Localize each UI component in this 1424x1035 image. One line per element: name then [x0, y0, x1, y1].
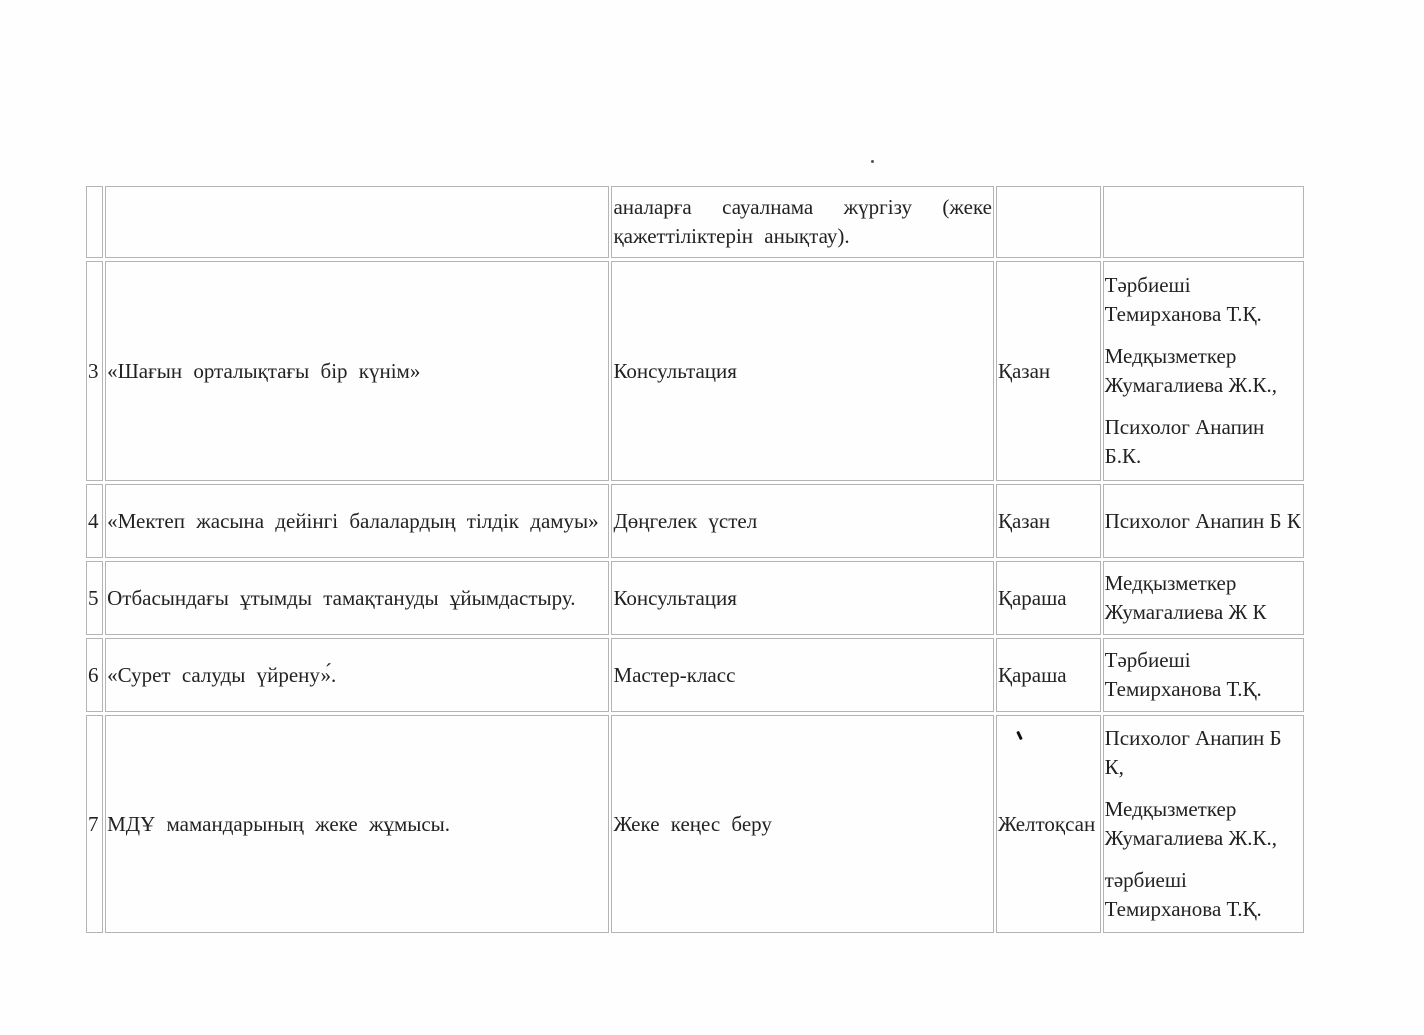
responsible-cell — [1103, 261, 1304, 481]
responsible-cell — [1103, 638, 1304, 712]
row-number-cell: 3 — [86, 261, 103, 481]
topic-cell: «Сурет салуды үйрену»́. — [105, 638, 609, 712]
form-cell: Консультация — [611, 561, 994, 635]
form-cell: Дөңгелек үстел — [611, 484, 994, 558]
table-row — [86, 484, 1304, 558]
table-row — [86, 715, 1304, 933]
form-cell: Мастер-класс — [611, 638, 994, 712]
form-cell: Консультация — [611, 261, 994, 481]
responsible-person: Психолог Анапин Б К, — [1104, 726, 1282, 779]
responsible-person: Медқызметкер Жумагалиева Ж К — [1104, 571, 1267, 624]
responsible-person: Тәрбиеші Темирханова Т.Қ. — [1104, 648, 1262, 701]
topic-cell: «Мектеп жасына дейінгі балалардың тілдік дамуы» — [105, 484, 609, 558]
date-cell — [996, 186, 1101, 258]
responsible-person: Медқызметкер Жумагалиева Ж.К., — [1104, 344, 1278, 397]
row-number-cell: 4 — [86, 484, 103, 558]
date-cell: Қараша — [996, 638, 1101, 712]
table-row — [86, 186, 1304, 258]
table-row — [86, 561, 1304, 635]
topic-cell: «Шағын орталықтағы бір күнім» — [105, 261, 609, 481]
row-number-cell — [86, 186, 103, 258]
scan-speck — [871, 160, 874, 163]
date-cell: Қараша — [996, 561, 1101, 635]
topic-cell — [105, 186, 609, 258]
date-cell: Желтоқсан — [996, 715, 1101, 933]
row-number-cell: 5 — [86, 561, 103, 635]
table-row — [86, 638, 1304, 712]
topic-cell: МДҰ мамандарының жеке жұмысы. — [105, 715, 609, 933]
responsible-person: тәрбиеші Темирханова Т.Қ. — [1104, 868, 1262, 921]
date-cell: Қазан — [996, 261, 1101, 481]
event-plan-table — [84, 183, 1306, 936]
responsible-person: Тәрбиеші Темирханова Т.Қ. — [1104, 273, 1262, 326]
row-number-cell: 6 — [86, 638, 103, 712]
responsible-cell — [1103, 715, 1304, 933]
responsible-cell — [1103, 561, 1304, 635]
responsible-person: Психолог Анапин Б К — [1104, 508, 1301, 533]
date-cell: Қазан — [996, 484, 1101, 558]
form-cell: Жеке кеңес беру — [611, 715, 994, 933]
form-cell: аналарға сауалнама жүргізу (жеке қажеттіліктерін анықтау). — [611, 186, 994, 258]
responsible-cell — [1103, 186, 1304, 258]
topic-cell: Отбасындағы ұтымды тамақтануды ұйымдастыру. — [105, 561, 609, 635]
table-row — [86, 261, 1304, 481]
responsible-person: Психолог Анапин Б.К. — [1104, 415, 1265, 468]
responsible-cell — [1103, 484, 1304, 558]
row-number-cell: 7 — [86, 715, 103, 933]
responsible-person: Медқызметкер Жумагалиева Ж.К., — [1104, 797, 1278, 850]
